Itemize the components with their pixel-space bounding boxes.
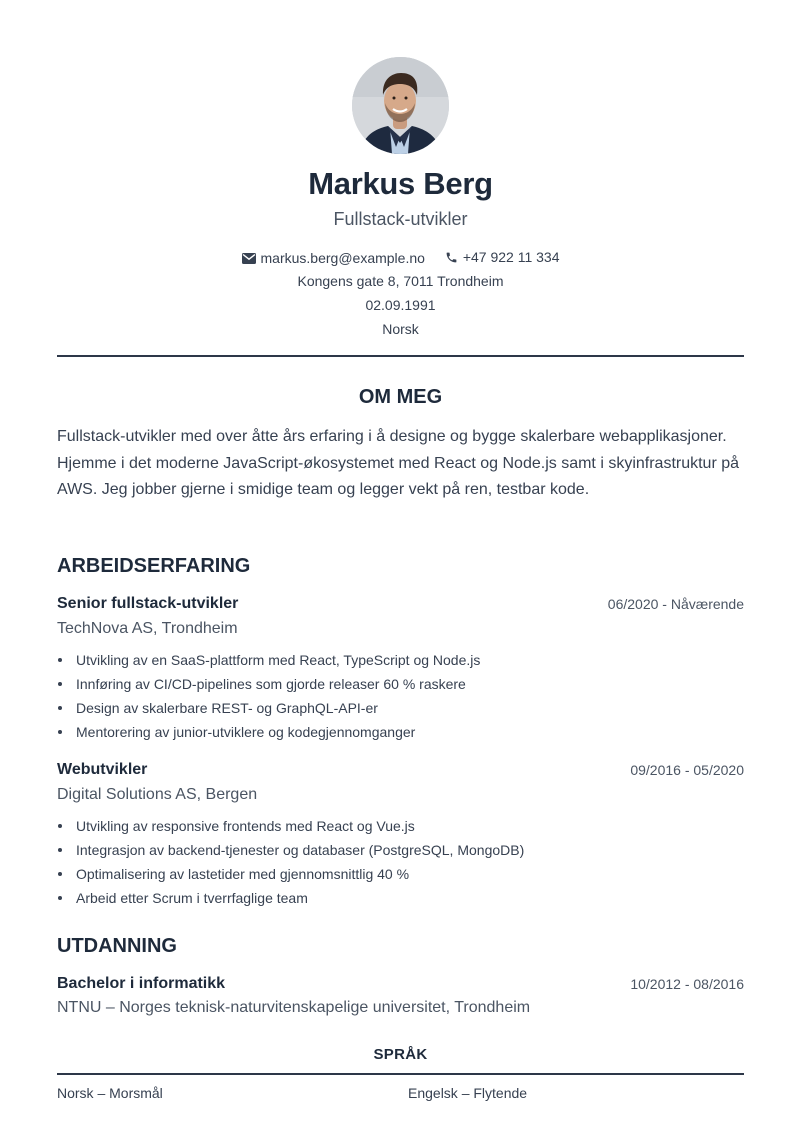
candidate-title: Fullstack-utvikler <box>333 209 468 229</box>
candidate-name: Markus Berg <box>308 166 493 201</box>
profile-photo-image <box>352 57 449 154</box>
email-text: markus.berg@example.no <box>260 250 425 266</box>
education-heading: UTDANNING <box>57 935 177 957</box>
education-dates: 10/2012 - 08/2016 <box>630 976 744 992</box>
job-title: Senior fullstack-utvikler <box>57 595 239 612</box>
list-item: Arbeid etter Scrum i tverrfaglige team <box>57 886 524 910</box>
experience-heading: ARBEIDSERFARING <box>57 555 251 577</box>
birthdate-text: 02.09.1991 <box>365 297 436 313</box>
degree-title: Bachelor i informatikk <box>57 975 226 992</box>
job-company: TechNova AS, Trondheim <box>57 620 238 637</box>
job-bullet-list <box>57 814 524 910</box>
resume-page <box>57 0 744 1131</box>
job-dates: 06/2020 - Nåværende <box>607 596 744 612</box>
list-item: Mentorering av junior-utviklere og kodegjennomganger <box>57 720 480 744</box>
school-name: NTNU – Norges teknisk-naturvitenskapelige universitet, Trondheim <box>57 999 531 1016</box>
phone-item[interactable] <box>445 249 560 265</box>
about-heading: OM MEG <box>358 386 443 408</box>
job-company: Digital Solutions AS, Bergen <box>57 786 258 803</box>
phone-text: +47 922 11 334 <box>462 249 560 265</box>
job-title: Webutvikler <box>57 761 148 778</box>
header-divider <box>57 355 744 357</box>
language-item: Norsk – Morsmål <box>57 1085 163 1101</box>
job-dates: 09/2016 - 05/2020 <box>630 762 744 778</box>
languages-heading: SPRÅK <box>373 1046 428 1063</box>
list-item: Innføring av CI/CD-pipelines som gjorde releaser 60 % raskere <box>57 672 480 696</box>
email-item[interactable] <box>242 250 425 266</box>
list-item: Optimalisering av lastetider med gjennomsnittlig 40 % <box>57 862 524 886</box>
language-item: Engelsk – Flytende <box>408 1085 528 1101</box>
address-text: Kongens gate 8, 7011 Trondheim <box>297 273 504 289</box>
envelope-icon <box>242 253 256 264</box>
list-item: Design av skalerbare REST- og GraphQL-API-er <box>57 696 480 720</box>
job-bullet-list <box>57 648 480 744</box>
languages-divider <box>57 1073 744 1075</box>
about-text: Fullstack-utvikler med over åtte års erfaring i å designe og bygge skalerbare webapplikasjoner. Hjemme i det moderne JavaScript-økosystemet med React og Node.js samt i skyinfrastruktur på AWS. Jeg jobber gjerne i smidige team og legger vekt på ren, testbar kode. <box>57 428 740 498</box>
nationality-text: Norsk <box>382 321 419 337</box>
contact-row <box>57 249 744 267</box>
list-item: Integrasjon av backend-tjenester og databaser (PostgreSQL, MongoDB) <box>57 838 524 862</box>
list-item: Utvikling av responsive frontends med React og Vue.js <box>57 814 524 838</box>
profile-photo <box>352 57 449 154</box>
list-item: Utvikling av en SaaS-plattform med React, TypeScript og Node.js <box>57 648 480 672</box>
phone-icon <box>445 251 458 264</box>
